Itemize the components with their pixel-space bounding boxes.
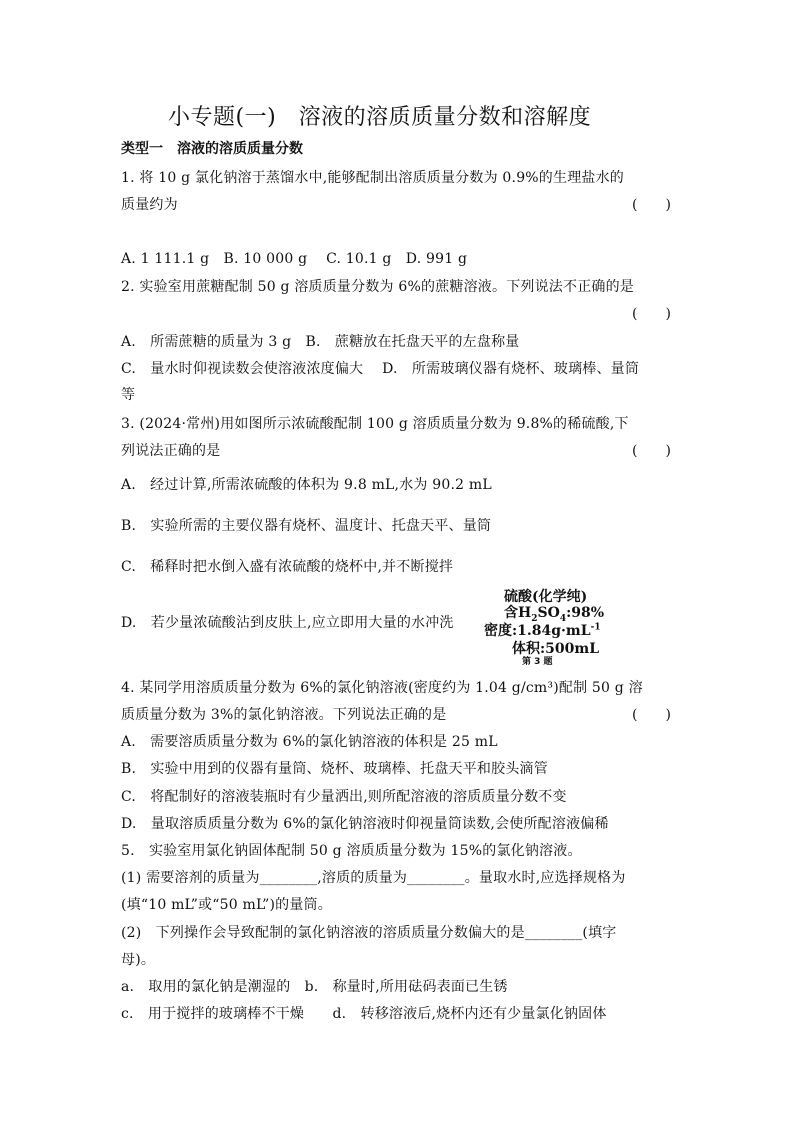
q4-stem-line1: 4. 某同学用溶质质量分数为 6%的氯化钠溶液(密度约为 1.04 g/cm³)配制 50 g 溶: [121, 680, 643, 696]
q3-stem-line2: 列说法正确的是: [121, 443, 221, 459]
page-title: 小专题(一) 溶液的溶质质量分数和溶解度: [168, 105, 592, 130]
q5-part2-line1: (2) 下列操作会导致配制的氯化钠溶液的溶质质量分数偏大的是________(填字: [121, 925, 617, 941]
section-heading: 类型一 溶液的溶质质量分数: [121, 141, 303, 157]
q5-option-ab: a. 取用的氯化钠是潮湿的 b. 称量时,所用砝码表面已生锈: [121, 979, 508, 995]
label-formula-h: H: [518, 605, 532, 621]
q1-options: A. 1 111.1 g B. 10 000 g C. 10.1 g D. 991 g: [121, 251, 468, 267]
q4-option-d: D. 量取溶质质量分数为 6%的氯化钠溶液时仰视量筒读数,会使所配溶液偏稀: [121, 816, 609, 832]
q1-stem-line2: 质量约为: [121, 197, 178, 213]
label-volume: 体积:500mL: [512, 641, 600, 657]
q5-part1-line2: (填“10 mL”或“50 mL”)的量筒。: [121, 897, 332, 913]
q3-answer-paren: ( ): [632, 443, 671, 459]
label-density: [484, 620, 601, 640]
q4-option-b: B. 实验中用到的仪器有量筒、烧杯、玻璃棒、托盘天平和胶头滴管: [121, 761, 548, 777]
q5-part2-line2: 母)。: [121, 952, 156, 968]
label-density-text: 密度:1.84g·mL: [484, 623, 591, 639]
q3-option-c: C. 稀释时把水倒入盛有浓硫酸的烧杯中,并不断搅拌: [121, 559, 454, 575]
label-concentration-value: :98%: [566, 605, 605, 621]
q2-option-ab: A. 所需蔗糖的质量为 3 g B. 蔗糖放在托盘天平的左盘称量: [121, 334, 520, 350]
q3-option-a: A. 经过计算,所需浓硫酸的体积为 9.8 mL,水为 90.2 mL: [121, 477, 492, 493]
q5-option-cd: c. 用于搅拌的玻璃棒不干燥 d. 转移溶液后,烧杯内还有少量氯化钠固体: [121, 1006, 607, 1022]
q1-stem-line1: 1. 将 10 g 氯化钠溶于蒸馏水中,能够配制出溶质质量分数为 0.9%的生理盐水的: [121, 170, 625, 186]
q1-answer-paren: ( ): [632, 197, 671, 213]
label-formula-sub-4: 4: [559, 613, 567, 624]
label-density-exponent: -1: [590, 622, 601, 633]
q4-stem-line2: 质质量分数为 3%的氯化钠溶液。下列说法正确的是: [121, 707, 447, 723]
q5-part1-line1: (1) 需要溶剂的质量为________,溶质的质量为________。量取水时,应选择规格为: [121, 870, 626, 886]
q2-option-cd-cont: 等: [121, 387, 136, 403]
q2-option-cd: C. 量水时仰视读数会使溶液浓度偏大 D. 所需玻璃仪器有烧杯、玻璃棒、量筒: [121, 361, 640, 377]
q3-stem-line1: 3. (2024·常州)用如图所示浓硫酸配制 100 g 溶质质量分数为 9.8%的稀硫酸,下: [121, 416, 629, 432]
figure-caption: 第 3 题: [522, 657, 553, 667]
q3-option-d: D. 若少量浓硫酸沾到皮肤上,应立即用大量的水冲洗: [121, 615, 454, 631]
q5-stem-line1: 5. 实验室用氯化钠固体配制 50 g 溶质质量分数为 15%的氯化钠溶液。: [121, 843, 582, 859]
label-formula-so: SO: [537, 605, 560, 621]
label-concentration-prefix: 含: [504, 605, 518, 621]
q4-answer-paren: ( ): [632, 707, 671, 723]
label-formula-sub-2: 2: [531, 613, 538, 624]
q4-option-c: C. 将配制好的溶液装瓶时有少量洒出,则所配溶液的溶质质量分数不变: [121, 789, 567, 805]
q2-answer-paren: ( ): [632, 306, 671, 322]
q3-option-b: B. 实验所需的主要仪器有烧杯、温度计、托盘天平、量筒: [121, 518, 492, 534]
q4-option-a: A. 需要溶质质量分数为 6%的氯化钠溶液的体积是 25 mL: [121, 734, 498, 750]
q2-stem-line1: 2. 实验室用蔗糖配制 50 g 溶质质量分数为 6%的蔗糖溶液。下列说法不正确的是: [121, 279, 634, 295]
label-name: 硫酸(化学纯): [504, 589, 588, 605]
